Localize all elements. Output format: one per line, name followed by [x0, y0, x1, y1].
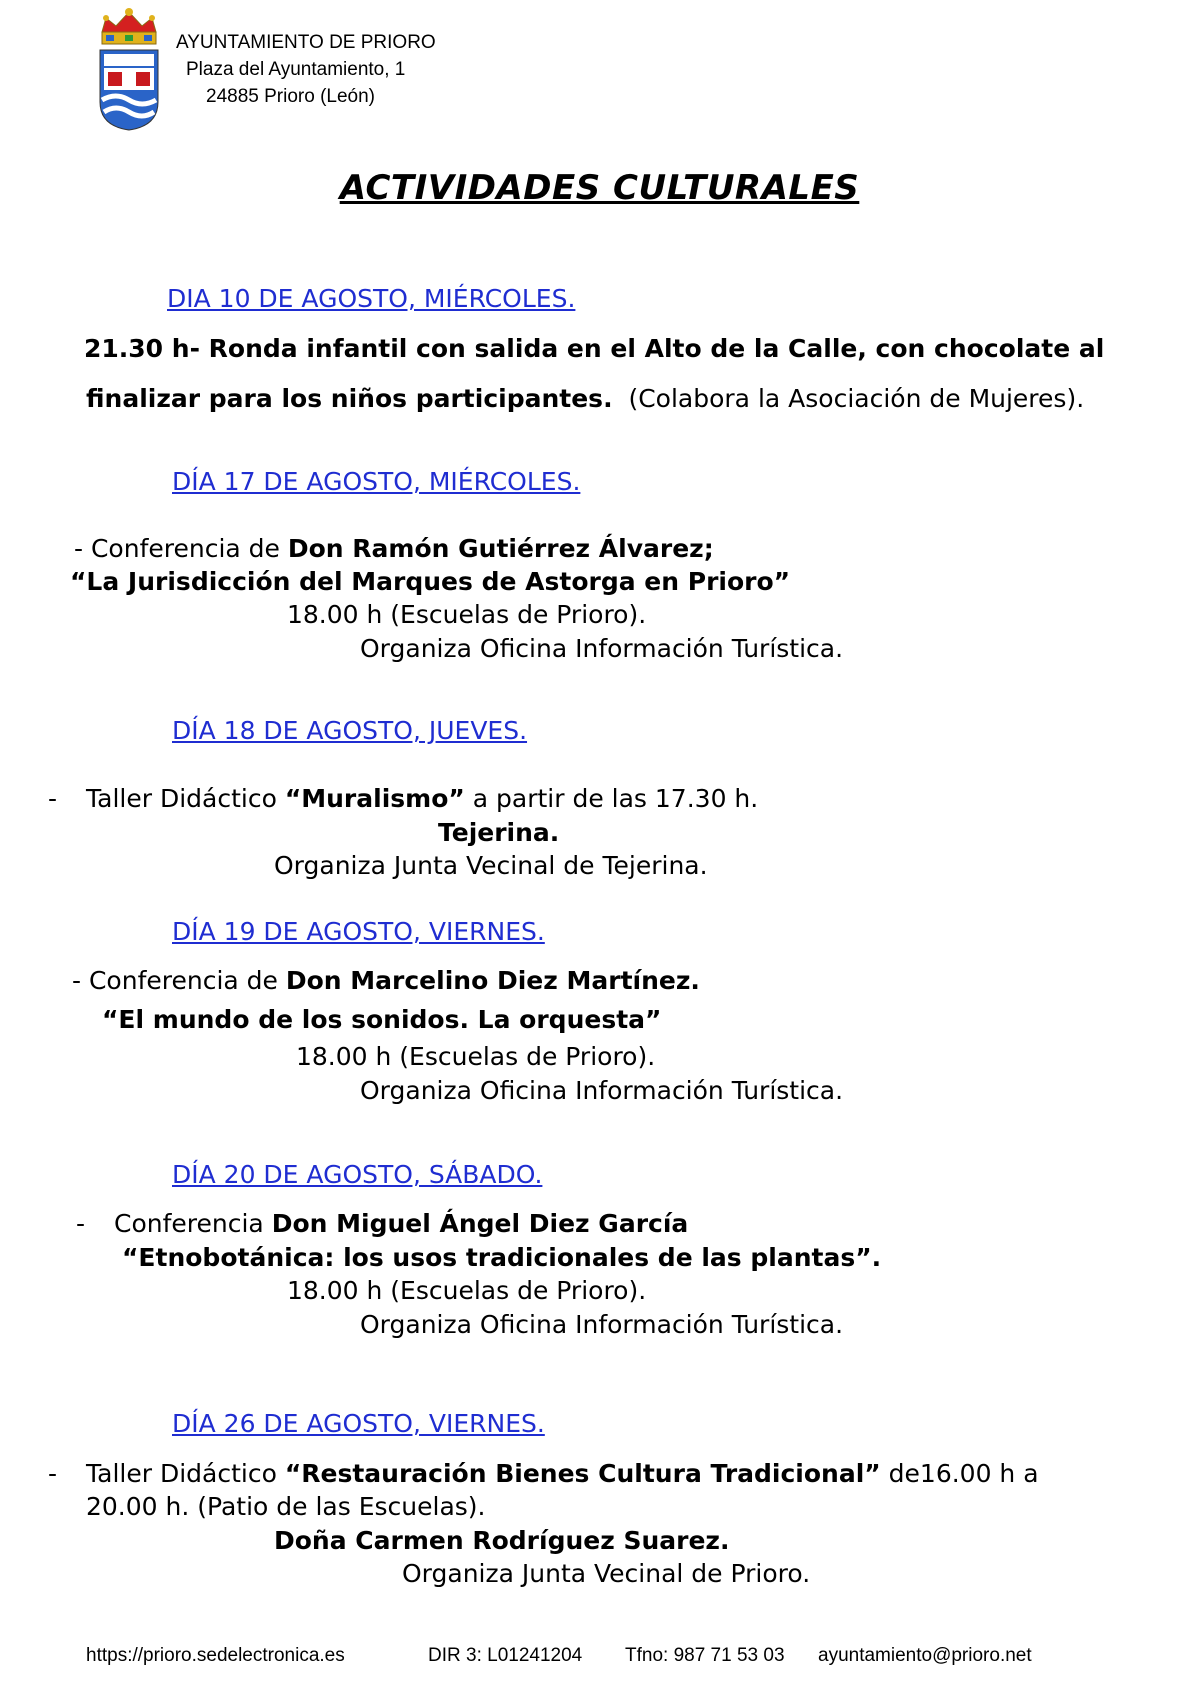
- event-description: 21.30 h- Ronda infantil con salida en el Alto de la Calle, con chocolate al: [84, 334, 1105, 363]
- event-time: de16.00 h a: [880, 1459, 1039, 1488]
- event-day-heading: DÍA 26 DE AGOSTO, VIERNES.: [172, 1409, 545, 1438]
- event-prefix: - Conferencia de: [74, 534, 288, 563]
- event-speaker: Don Marcelino Diez Martínez.: [285, 966, 700, 995]
- event-speaker-line: [72, 966, 700, 995]
- event-day-heading: DÍA 18 DE AGOSTO, JUEVES.: [172, 716, 528, 745]
- page-title: ACTIVIDADES CULTURALES: [339, 168, 860, 208]
- event-prefix: Taller Didáctico: [86, 1459, 285, 1488]
- event-description-bold: finalizar para los niños participantes.: [86, 384, 613, 413]
- event-dash: -: [48, 1459, 58, 1488]
- event-organizer: Organiza Oficina Información Turística.: [360, 1076, 844, 1105]
- event-organizer: Organiza Junta Vecinal de Tejerina.: [274, 851, 708, 880]
- event-time-place: 18.00 h (Escuelas de Prioro).: [296, 1042, 656, 1071]
- event-speaker: Don Ramón Gutiérrez Álvarez;: [287, 534, 714, 563]
- event-collaborator-note: (Colabora la Asociación de Mujeres).: [628, 384, 1085, 413]
- event-workshop-title: “Muralismo”: [284, 784, 465, 813]
- coat-of-arms-logo: [96, 6, 162, 132]
- event-prefix: Taller Didáctico: [86, 784, 285, 813]
- event-talk-title: “Etnobotánica: los usos tradicionales de las plantas”.: [122, 1243, 882, 1272]
- event-organizer: Organiza Oficina Información Turística.: [360, 1310, 844, 1339]
- event-time-place: 20.00 h. (Patio de las Escuelas).: [86, 1492, 486, 1521]
- event-time: a partir de las 17.30 h.: [464, 784, 759, 813]
- event-workshop-line: [86, 784, 758, 813]
- event-speaker: Don Miguel Ángel Diez García: [271, 1209, 689, 1238]
- event-description-line2: [86, 384, 1084, 413]
- event-talk-title: “El mundo de los sonidos. La orquesta”: [102, 1005, 662, 1034]
- event-time-place: 18.00 h (Escuelas de Prioro).: [287, 1276, 647, 1305]
- footer-email-link[interactable]: ayuntamiento@prioro.net: [818, 1645, 1032, 1666]
- event-dash: -: [76, 1209, 86, 1238]
- event-dash: -: [48, 784, 58, 813]
- event-organizer: Organiza Oficina Información Turística.: [360, 634, 844, 663]
- event-time-place: 18.00 h (Escuelas de Prioro).: [287, 600, 647, 629]
- event-speaker-line: [114, 1209, 688, 1238]
- footer-website-link[interactable]: https://prioro.sedelectronica.es: [86, 1645, 345, 1666]
- org-name: AYUNTAMIENTO DE PRIORO: [176, 32, 436, 53]
- org-address: Plaza del Ayuntamiento, 1: [186, 59, 406, 80]
- event-day-heading: DÍA 19 DE AGOSTO, VIERNES.: [172, 917, 545, 946]
- event-day-heading: DIA 10 DE AGOSTO, MIÉRCOLES.: [167, 284, 576, 313]
- event-day-heading: DÍA 20 DE AGOSTO, SÁBADO.: [172, 1160, 543, 1189]
- footer-dir3: DIR 3: L01241204: [428, 1645, 583, 1666]
- event-speaker-line: [74, 534, 714, 563]
- event-workshop-line: [86, 1459, 1039, 1488]
- event-prefix: - Conferencia de: [72, 966, 286, 995]
- event-prefix: Conferencia: [114, 1209, 272, 1238]
- event-workshop-title: “Restauración Bienes Cultura Tradicional”: [284, 1459, 881, 1488]
- event-organizer: Organiza Junta Vecinal de Prioro.: [402, 1559, 811, 1588]
- event-speaker: Doña Carmen Rodríguez Suarez.: [274, 1526, 730, 1555]
- footer-phone: Tfno: 987 71 53 03: [625, 1645, 785, 1666]
- event-talk-title: “La Jurisdicción del Marques de Astorga en Prioro”: [70, 567, 791, 596]
- org-postal-code: 24885 Prioro (León): [206, 86, 375, 107]
- event-place: Tejerina.: [438, 818, 560, 847]
- event-day-heading: DÍA 17 DE AGOSTO, MIÉRCOLES.: [172, 467, 581, 496]
